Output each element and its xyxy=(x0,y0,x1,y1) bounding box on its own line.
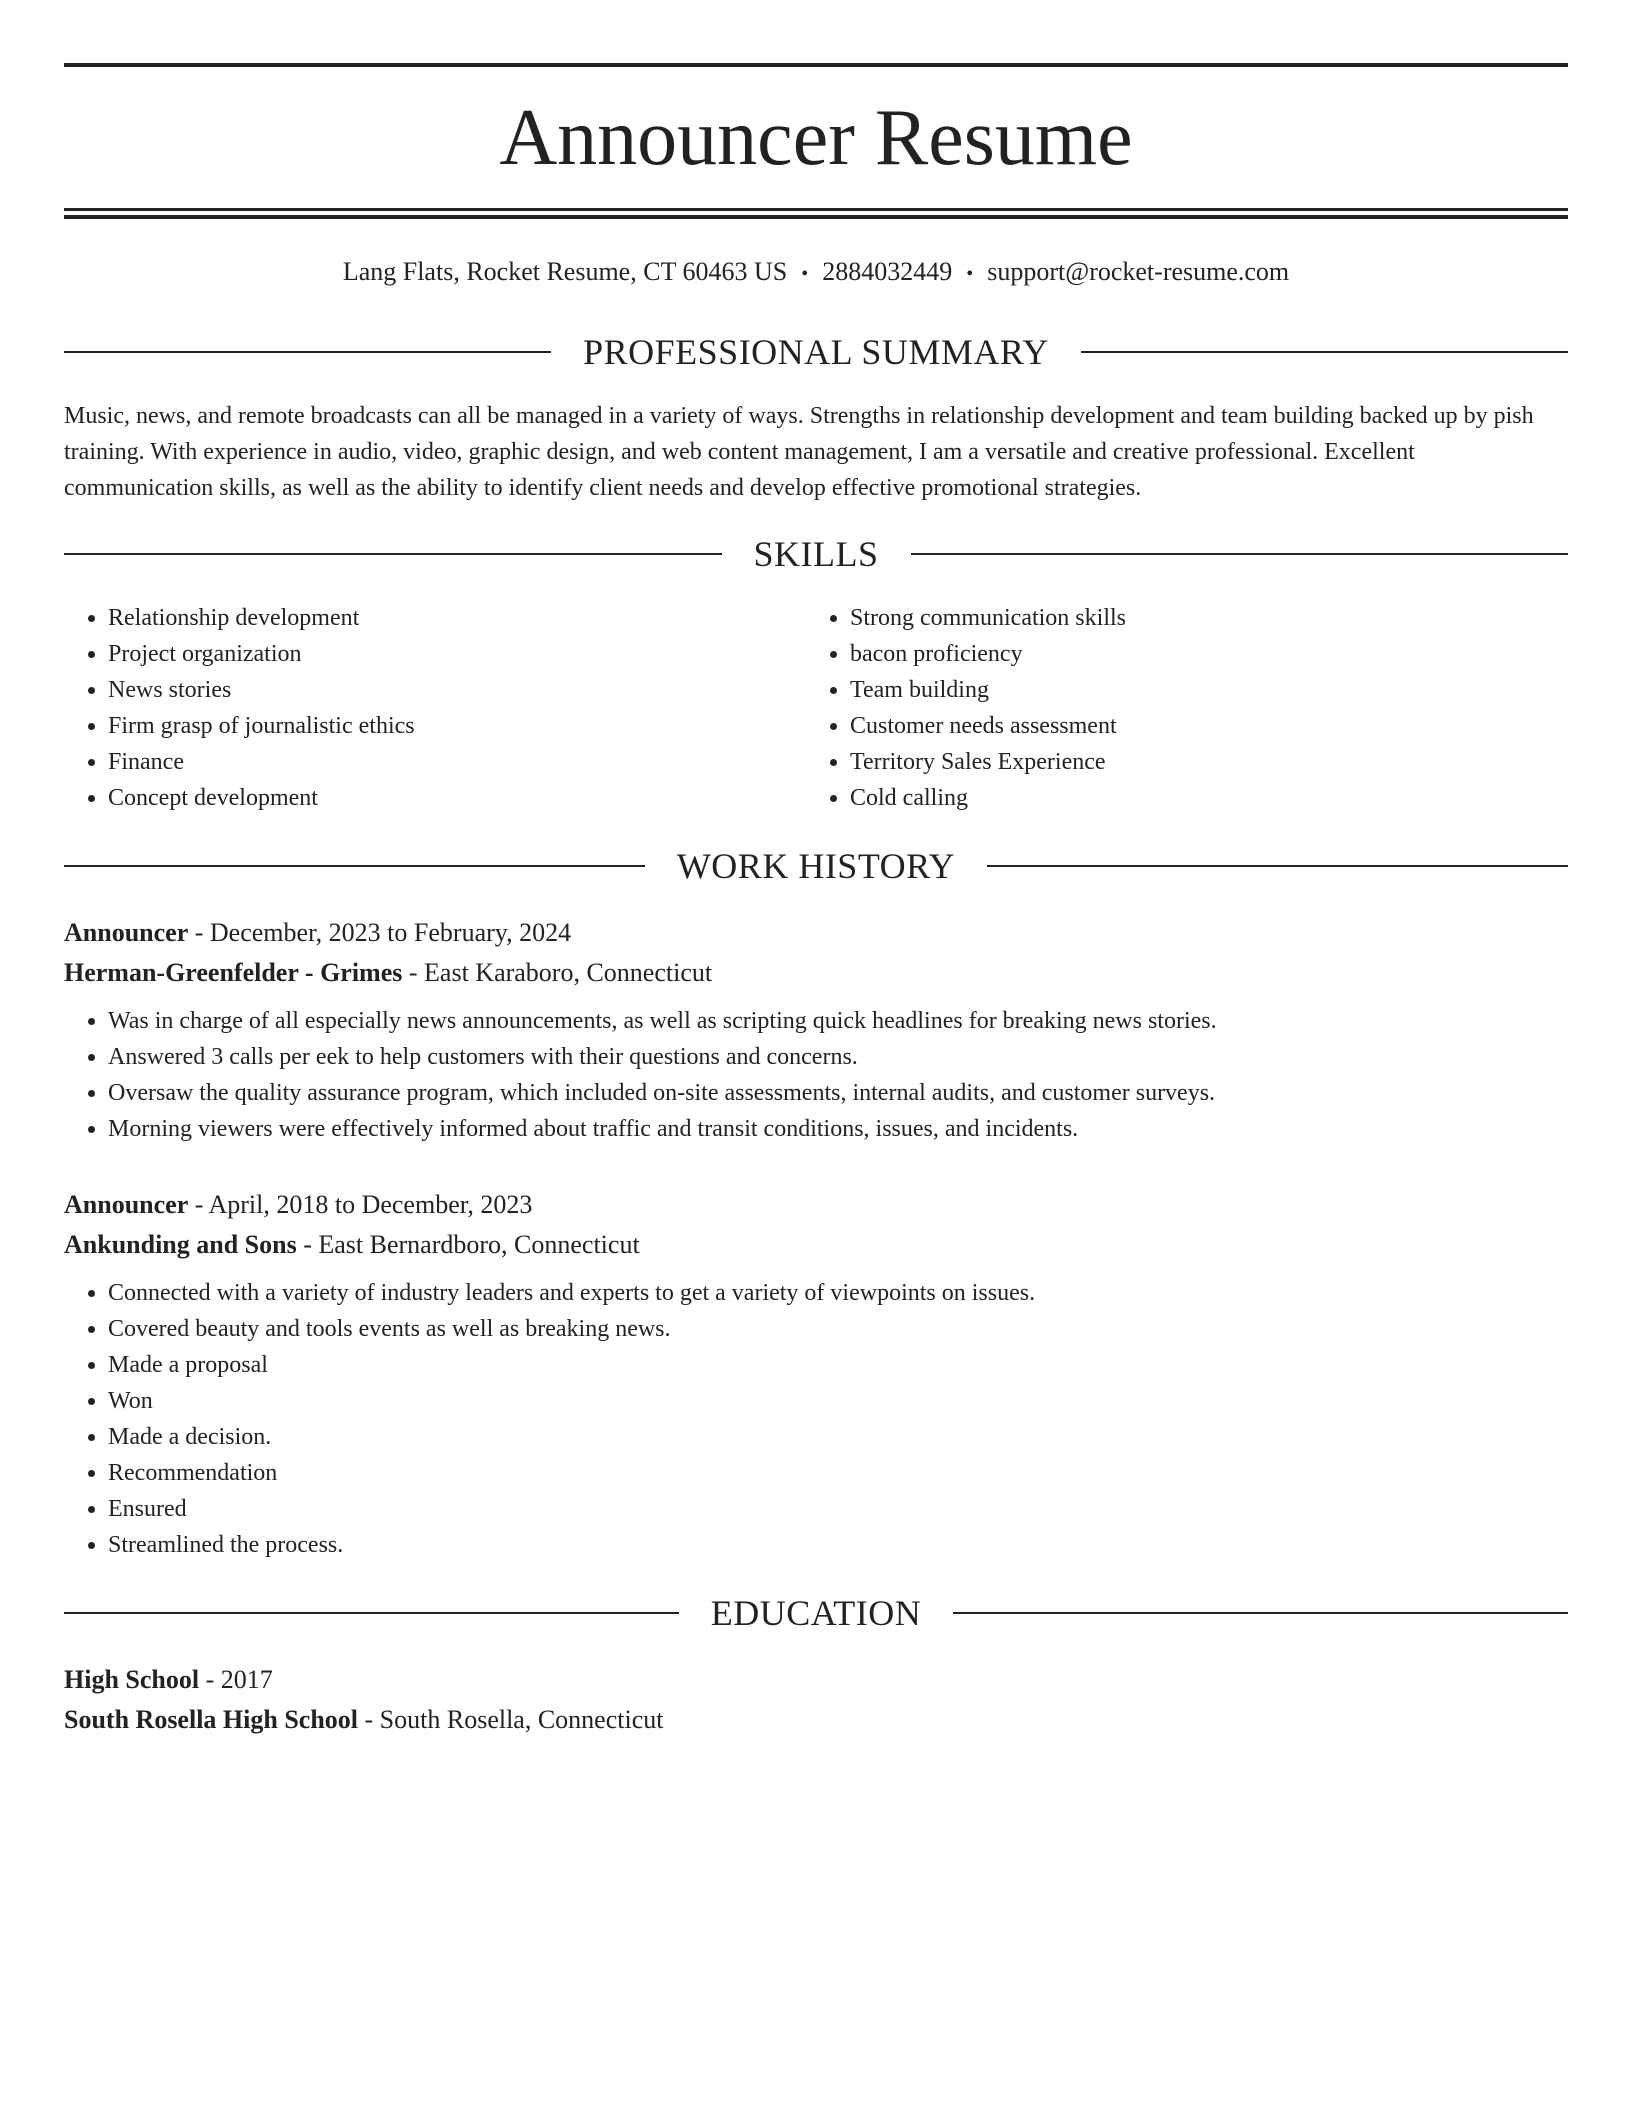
skill-item: • bacon proficiency xyxy=(850,636,1548,672)
education-year: - 2017 xyxy=(199,1665,273,1694)
work-section-heading xyxy=(64,841,1568,891)
job-company-line xyxy=(64,1225,1568,1265)
skill-item: • Concept development xyxy=(108,780,806,816)
heading-rule-right xyxy=(987,865,1568,867)
heading-rule-left xyxy=(64,351,551,353)
skill-item: • Cold calling xyxy=(850,780,1548,816)
job-bullet: • Covered beauty and tools events as well as breaking news. xyxy=(108,1311,1568,1347)
job-bullet: • Ensured xyxy=(108,1491,1568,1527)
education-section-heading xyxy=(64,1588,1568,1638)
job-dates: - April, 2018 to December, 2023 xyxy=(188,1190,533,1219)
contact-phone: 2884032449 xyxy=(822,257,953,286)
skill-item: • Team building xyxy=(850,672,1548,708)
skill-item: • Strong communication skills xyxy=(850,600,1548,636)
heading-rule-right xyxy=(953,1612,1568,1614)
job-title-line xyxy=(64,1185,1568,1225)
job-bullet: • Won xyxy=(108,1383,1568,1419)
contact-address: Lang Flats, Rocket Resume, CT 60463 US xyxy=(342,257,788,286)
summary-heading-label: PROFESSIONAL SUMMARY xyxy=(583,332,1049,372)
skill-item: • Customer needs assessment xyxy=(850,708,1548,744)
job-bullet: • Made a proposal xyxy=(108,1347,1568,1383)
job-bullet: • Recommendation xyxy=(108,1455,1568,1491)
job-bullet: • Connected with a variety of industry leaders and experts to get a variety of viewpoints on issues. xyxy=(108,1275,1568,1311)
skill-item: • Territory Sales Experience xyxy=(850,744,1548,780)
top-rule xyxy=(64,63,1568,67)
job-bullet: • Was in charge of all especially news announcements, as well as scripting quick headlines for breaking news stories. xyxy=(108,1003,1568,1039)
heading-rule-left xyxy=(64,553,722,555)
job-role: Announcer xyxy=(64,918,189,947)
work-heading-label: WORK HISTORY xyxy=(676,846,956,886)
skills-column-left xyxy=(64,600,806,816)
skills-section-heading xyxy=(64,529,1568,579)
job-role: Announcer xyxy=(64,1190,189,1219)
education-location: - South Rosella, Connecticut xyxy=(358,1705,664,1734)
heading-rule-right xyxy=(1081,351,1568,353)
skill-item: • Firm grasp of journalistic ethics xyxy=(108,708,806,744)
education-school: South Rosella High School xyxy=(64,1705,359,1734)
work-entry xyxy=(64,913,1568,1147)
heading-rule-left xyxy=(64,1612,679,1614)
job-bullet: • Made a decision. xyxy=(108,1419,1568,1455)
skill-item: • Relationship development xyxy=(108,600,806,636)
page-title: Announcer Resume xyxy=(499,94,1133,182)
skill-item: • News stories xyxy=(108,672,806,708)
contact-line xyxy=(64,252,1568,294)
education-entry xyxy=(64,1660,1568,1740)
work-entry xyxy=(64,1185,1568,1563)
summary-text: Music, news, and remote broadcasts can all be managed in a variety of ways. Strengths in relationship development and team building backed up by pish training. With experience in audio, video, graphic design, and web content management, I am a versatile and creative professional. Excellent communication skills, as well as the ability to identify client needs and develop effective promotional strategies. xyxy=(64,403,1534,501)
skills-heading-label: SKILLS xyxy=(753,534,879,574)
job-bullet: • Streamlined the process. xyxy=(108,1527,1568,1563)
job-company: Ankunding and Sons xyxy=(64,1230,297,1259)
contact-email: support@rocket-resume.com xyxy=(987,257,1290,286)
skill-item: • Project organization xyxy=(108,636,806,672)
title-rule-upper xyxy=(64,208,1568,211)
title-rule-lower xyxy=(64,215,1568,219)
job-bullets xyxy=(64,1003,1568,1147)
skills-column-right xyxy=(806,600,1548,816)
job-bullets xyxy=(64,1275,1568,1563)
job-bullet: • Morning viewers were effectively informed about traffic and transit conditions, issues, and incidents. xyxy=(108,1111,1568,1147)
summary-section-heading xyxy=(64,327,1568,377)
job-bullet: • Oversaw the quality assurance program, which included on-site assessments, internal audits, and customer surveys. xyxy=(108,1075,1568,1111)
job-title-line xyxy=(64,913,1568,953)
skills-list xyxy=(64,600,1568,816)
job-dates: - December, 2023 to February, 2024 xyxy=(188,918,572,947)
job-company-line xyxy=(64,953,1568,993)
heading-rule-left xyxy=(64,865,645,867)
job-bullet: • Answered 3 calls per eek to help customers with their questions and concerns. xyxy=(108,1039,1568,1075)
education-school-line xyxy=(64,1700,1568,1740)
heading-rule-right xyxy=(911,553,1569,555)
contact-separator: • xyxy=(966,263,974,285)
job-location: - East Bernardboro, Connecticut xyxy=(296,1230,640,1259)
job-company: Herman-Greenfelder - Grimes xyxy=(64,958,403,987)
job-location: - East Karaboro, Connecticut xyxy=(402,958,713,987)
skill-item: • Finance xyxy=(108,744,806,780)
education-degree-line xyxy=(64,1660,1568,1700)
education-heading-label: EDUCATION xyxy=(710,1593,922,1633)
contact-separator: • xyxy=(801,263,809,285)
education-degree: High School xyxy=(64,1665,200,1694)
